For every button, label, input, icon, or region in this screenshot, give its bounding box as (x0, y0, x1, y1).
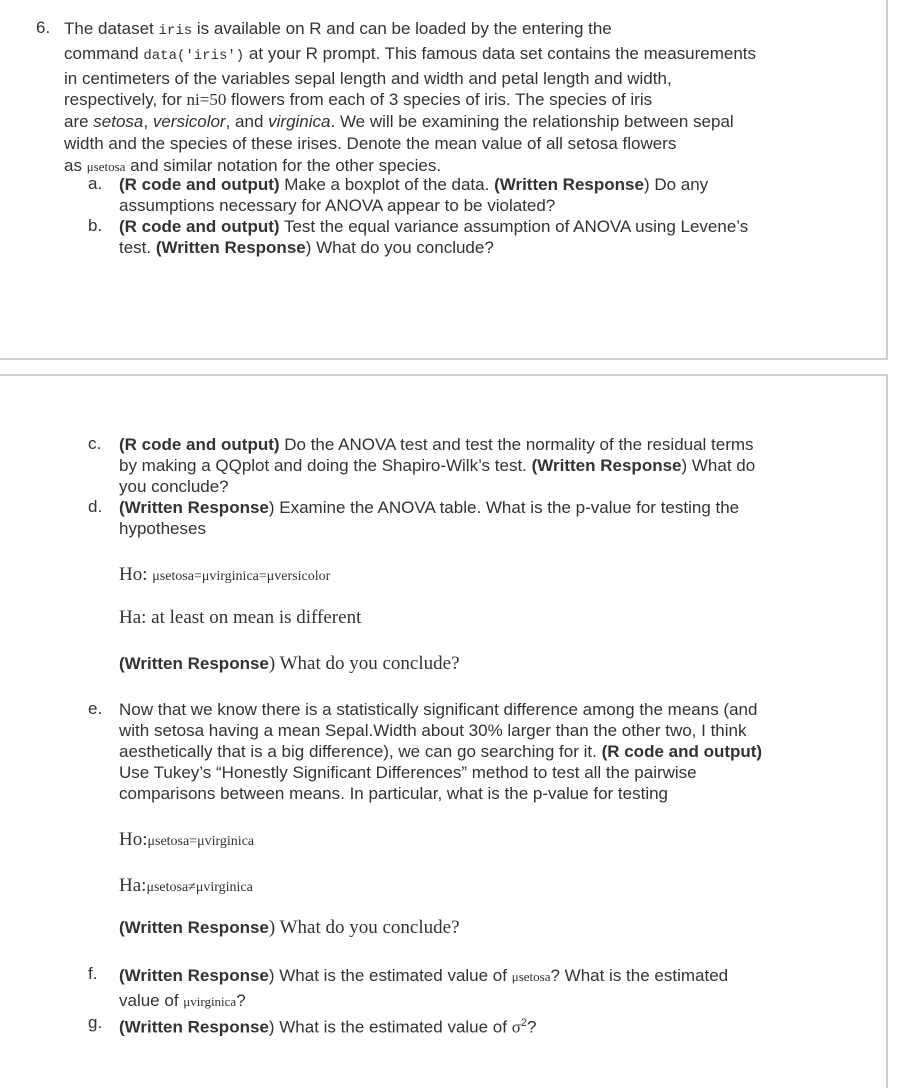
part-d-conclusion: (Written Response) What do you conclude? (119, 653, 460, 674)
intro-line-7: as μsetosa and similar notation for the other species. (64, 155, 442, 175)
part-e-conclusion: (Written Response) What do you conclude? (119, 917, 460, 938)
question-number: 6. (36, 18, 51, 37)
intro-line-2: command data('iris') at your R prompt. This famous data set contains the measurements (64, 43, 757, 64)
intro-line-1: The dataset iris is available on R and can be loaded by the entering the (64, 19, 612, 39)
intro-line-6: width and the species of these irises. Denote the mean value of all setosa flowers (64, 133, 677, 153)
part-d-alt-hypothesis: Ha: at least on mean is different (119, 607, 362, 628)
code-data-iris: data('iris') (143, 47, 245, 64)
page-2: c. (R code and output) Do the ANOVA test and test the normality of the residual terms by making a QQplot and doing the Shapiro-Wilk’s test. (Written Response) What do you conclude? d. (Written Response) Examine the ANOVA table. What is the p-value for testing the hypotheses Ho: μsetosa=μvirginica=μversicolor Ha: at least on mean is different (Written Response) What do you conclude? e. Now that we know there is a statistically significant difference among the means (and with setosa having a mean Sepal.Width about 30% larger than the other two, I think aesthetically that is a big difference), we can go searching for it. (R code and output) Use Tukey’s “Honestly Significant Differences” method to test all the pairwise comparisons between means. In particular, what is the p-value for testing Ho:μsetosa=μvirginica Ha:μsetosa≠μvirginica (Written Response) What do you conclude? f. (Written Response) What is the estimated value of μsetosa? What is the estimated value of μvirginica? g. (Written Response) What is the estimated value of $\sigma^2$? (0, 374, 888, 1088)
page-gap (0, 360, 924, 374)
intro-line-5: are setosa, versicolor, and virginica. We will be examining the relationship between sepal (64, 112, 734, 132)
intro-line-3: in centimeters of the variables sepal length and width and petal length and width, (64, 68, 672, 88)
part-e-alt-hypothesis: Ha:μsetosa≠μvirginica (119, 875, 253, 896)
intro-line-4: respectively, for ni=50 flowers from each of 3 species of iris. The species of iris (64, 90, 653, 110)
part-d-null-hypothesis: Ho: μsetosa=μvirginica=μversicolor (119, 564, 331, 585)
question-intro (64, 18, 844, 178)
part-e-null-hypothesis: Ho:μsetosa=μvirginica (119, 829, 255, 850)
code-iris: iris (158, 23, 193, 39)
page-1: 6. The dataset iris is available on R and can be loaded by the entering the command data('iris') at your R prompt. This famous data set contains the measurements in centimeters of the variables sepal length and width and petal length and width, respectively, for ni=50 flowers from each of 3 species of iris. The species of iris are setosa, versicolor, and virginica. We will be examining the relationship between sepal width and the species of these irises. Denote the mean value of all setosa flowers as μsetosa and similar notation for the other species. a. (R code and output) Make a boxplot of the data. (Written Response) Do any assumptions necessary for ANOVA appear to be violated? b. (R code and output) Test the equal variance assumption of ANOVA using Levene’s test. (Written Response) What do you conclude? (0, 0, 888, 360)
